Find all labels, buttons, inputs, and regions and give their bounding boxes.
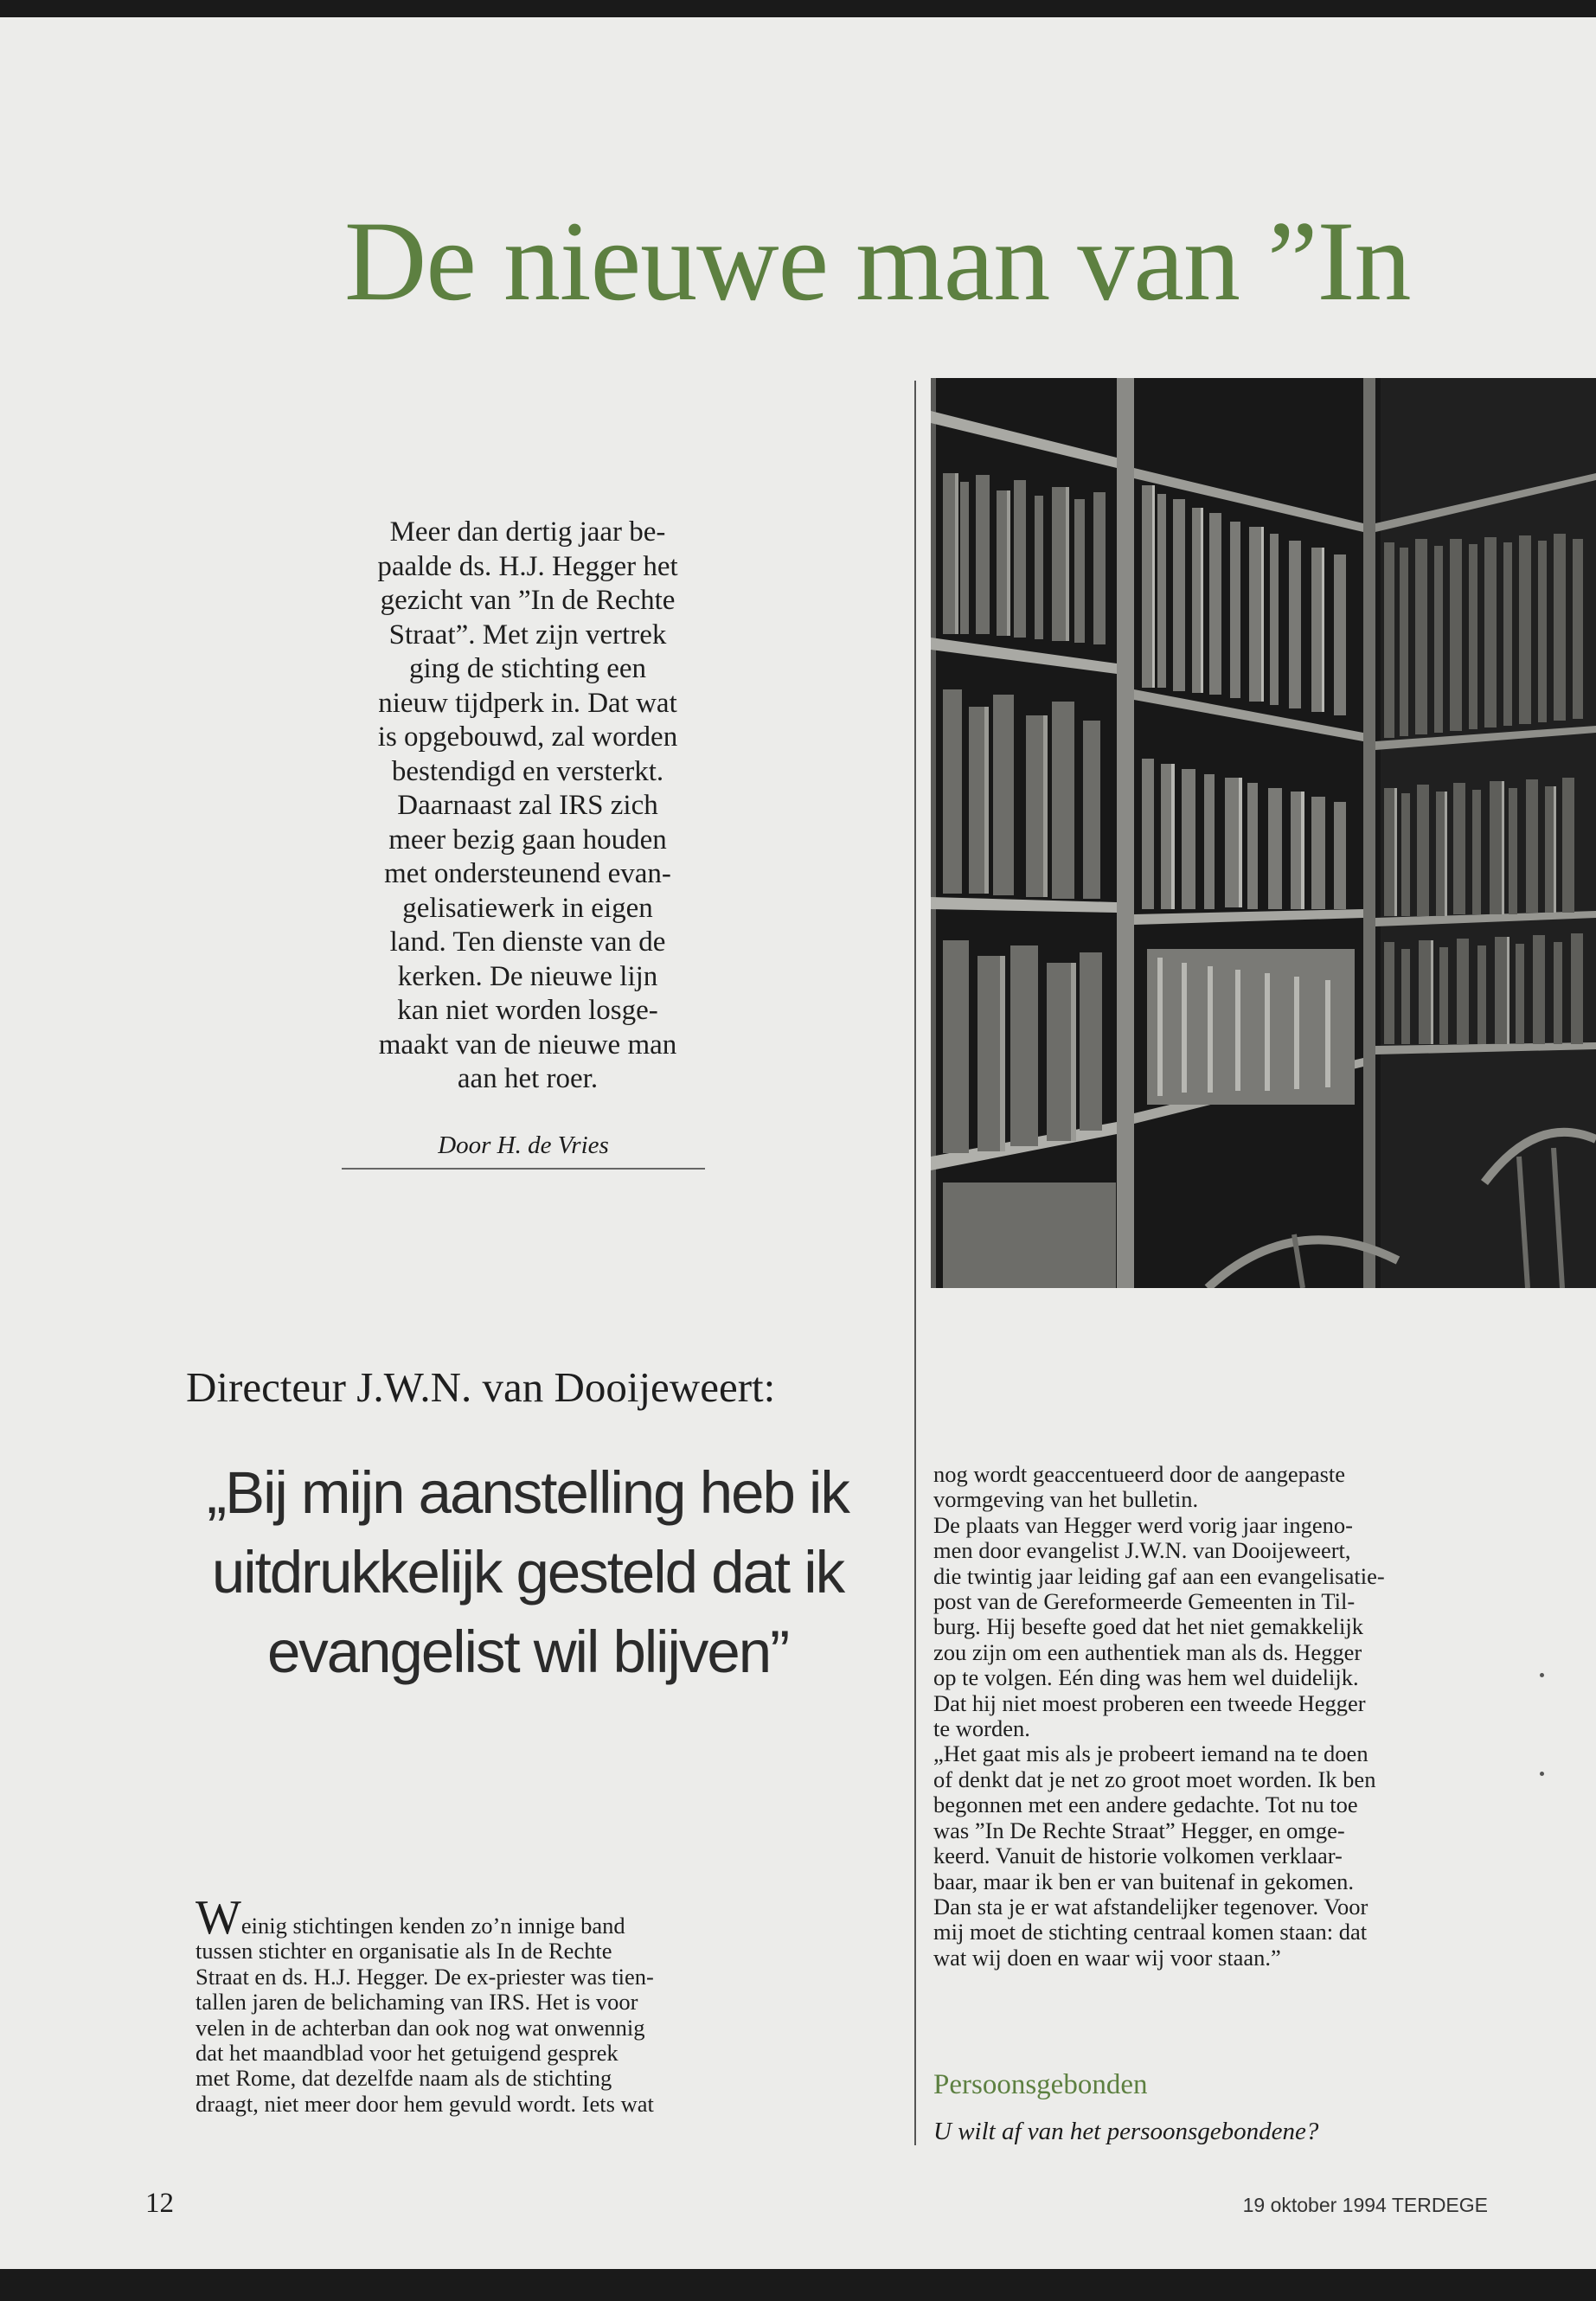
pull-quote-line: evangelist wil blijven” <box>266 1618 789 1685</box>
intro-line: met ondersteunend evan- <box>384 858 671 889</box>
body-line: begonnen met een andere gedachte. Tot nu toe <box>933 1791 1358 1818</box>
body-line: tallen jaren de belichaming van IRS. Het is voor <box>195 1989 638 2016</box>
body-line: met Rome, dat dezelfde naam als de stichting <box>195 2065 612 2092</box>
body-line: was ”In De Rechte Straat” Hegger, en omge- <box>933 1817 1345 1843</box>
issue-footer: 19 oktober 1994 TERDEGE <box>1242 2194 1488 2216</box>
scan-speck <box>1540 1772 1544 1776</box>
body-line: die twintig jaar leiding gaf aan een evangelisatie- <box>933 1562 1385 1589</box>
body-line: velen in de achterban dan ook nog wat onwennig <box>195 2014 645 2041</box>
body-line: baar, maar ik ben er van buitenaf in gekomen. <box>933 1868 1355 1894</box>
intro-line: paalde ds. H.J. Hegger het <box>377 550 678 582</box>
body-line: burg. Hij besefte goed dat het niet gemakkelijk <box>933 1613 1363 1640</box>
body-line: Dan sta je er wat afstandelijker tegenover. Voor <box>933 1893 1368 1920</box>
intro-line: Straat”. Met zijn vertrek <box>388 619 667 651</box>
body-first-line <box>195 1891 891 1945</box>
body-line: op te volgen. Eén ding was hem wel duidelijk. <box>933 1664 1359 1691</box>
body-line: men door evangelist J.W.N. van Dooijeweert, <box>933 1537 1351 1564</box>
pull-quote-line: uitdrukkelijk gesteld dat ik <box>211 1539 844 1606</box>
byline-rule <box>342 1168 705 1170</box>
intro-line: Daarnaast zal IRS zich <box>397 790 658 821</box>
body-line: Straat en ds. H.J. Hegger. De ex-priester was tien- <box>195 1963 654 1990</box>
bookshelf-illustration <box>931 378 1596 1288</box>
article-title: De nieuwe man van ”In <box>344 201 1411 322</box>
scan-speck <box>1540 1673 1544 1677</box>
intro-line: meer bezig gaan houden <box>388 824 667 856</box>
column-divider <box>914 381 916 2145</box>
article-subhead: Directeur J.W.N. van Dooijeweert: <box>186 1363 776 1411</box>
pull-quote <box>147 1453 908 1692</box>
body-line: draagt, niet meer door hem gevuld wordt. Iets wat <box>195 2090 654 2117</box>
pull-quote-line: „Bij mijn aanstelling heb ik <box>207 1459 849 1526</box>
page-number: 12 <box>145 2188 174 2219</box>
intro-line: kerken. De nieuwe lijn <box>397 960 658 992</box>
body-line: post van de Gereformeerde Gemeenten in Til- <box>933 1588 1356 1615</box>
intro-line: aan het roer. <box>457 1063 599 1094</box>
intro-line: land. Ten dienste van de <box>389 926 666 958</box>
body-line: vormgeving van het bulletin. <box>933 1486 1199 1513</box>
page-bottom-edge <box>0 2269 1596 2301</box>
body-line: wat wij doen en waar wij voor staan.” <box>933 1944 1281 1971</box>
body-line: keerd. Vanuit de historie volkomen verklaar- <box>933 1843 1343 1869</box>
body-line: „Het gaat mis als je probeert iemand na te doen <box>933 1740 1368 1767</box>
body-line: einig stichtingen kenden zo’n innige band <box>240 1913 625 1939</box>
intro-line: nieuw tijdperk in. Dat wat <box>378 687 677 719</box>
drop-cap: W <box>195 1891 241 1945</box>
intro-line: gezicht van ”In de Rechte <box>380 585 676 616</box>
body-line: nog wordt geaccentueerd door de aangepaste <box>933 1461 1346 1487</box>
body-line: tussen stichter en organisatie als In de Rechte <box>195 1938 612 1965</box>
intro-line: bestendigd en versterkt. <box>391 755 664 787</box>
intro-line: kan niet worden losge- <box>397 995 658 1026</box>
body-line: zou zijn om een authentiek man als ds. Hegger <box>933 1638 1362 1665</box>
body-line: Dat hij niet moest proberen een tweede Hegger <box>933 1689 1366 1716</box>
intro-lead <box>337 516 718 1097</box>
intro-line: Meer dan dertig jaar be- <box>389 516 666 548</box>
body-column-right <box>933 1462 1487 1971</box>
intro-line: ging de stichting een <box>408 653 647 684</box>
intro-line: is opgebouwd, zal worden <box>377 721 678 753</box>
bookshelf-photo <box>931 378 1596 1288</box>
body-column-left <box>195 1891 891 2117</box>
byline: Door H. de Vries <box>438 1131 609 1159</box>
page-top-edge <box>0 0 1596 17</box>
body-line: te worden. <box>933 1715 1030 1742</box>
body-line: mij moet de stichting centraal komen staan: dat <box>933 1919 1368 1945</box>
intro-line: maakt van de nieuwe man <box>378 1029 677 1061</box>
body-line: De plaats van Hegger werd vorig jaar ingeno- <box>933 1511 1353 1538</box>
body-line: dat het maandblad voor het getuigend gesprek <box>195 2040 619 2067</box>
section-heading: Persoonsgebonden <box>933 2069 1148 2100</box>
intro-line: gelisatiewerk in eigen <box>402 892 653 924</box>
body-line: of denkt dat je net zo groot moet worden. Ik ben <box>933 1766 1376 1792</box>
interview-question: U wilt af van het persoonsgebondene? <box>933 2118 1319 2145</box>
